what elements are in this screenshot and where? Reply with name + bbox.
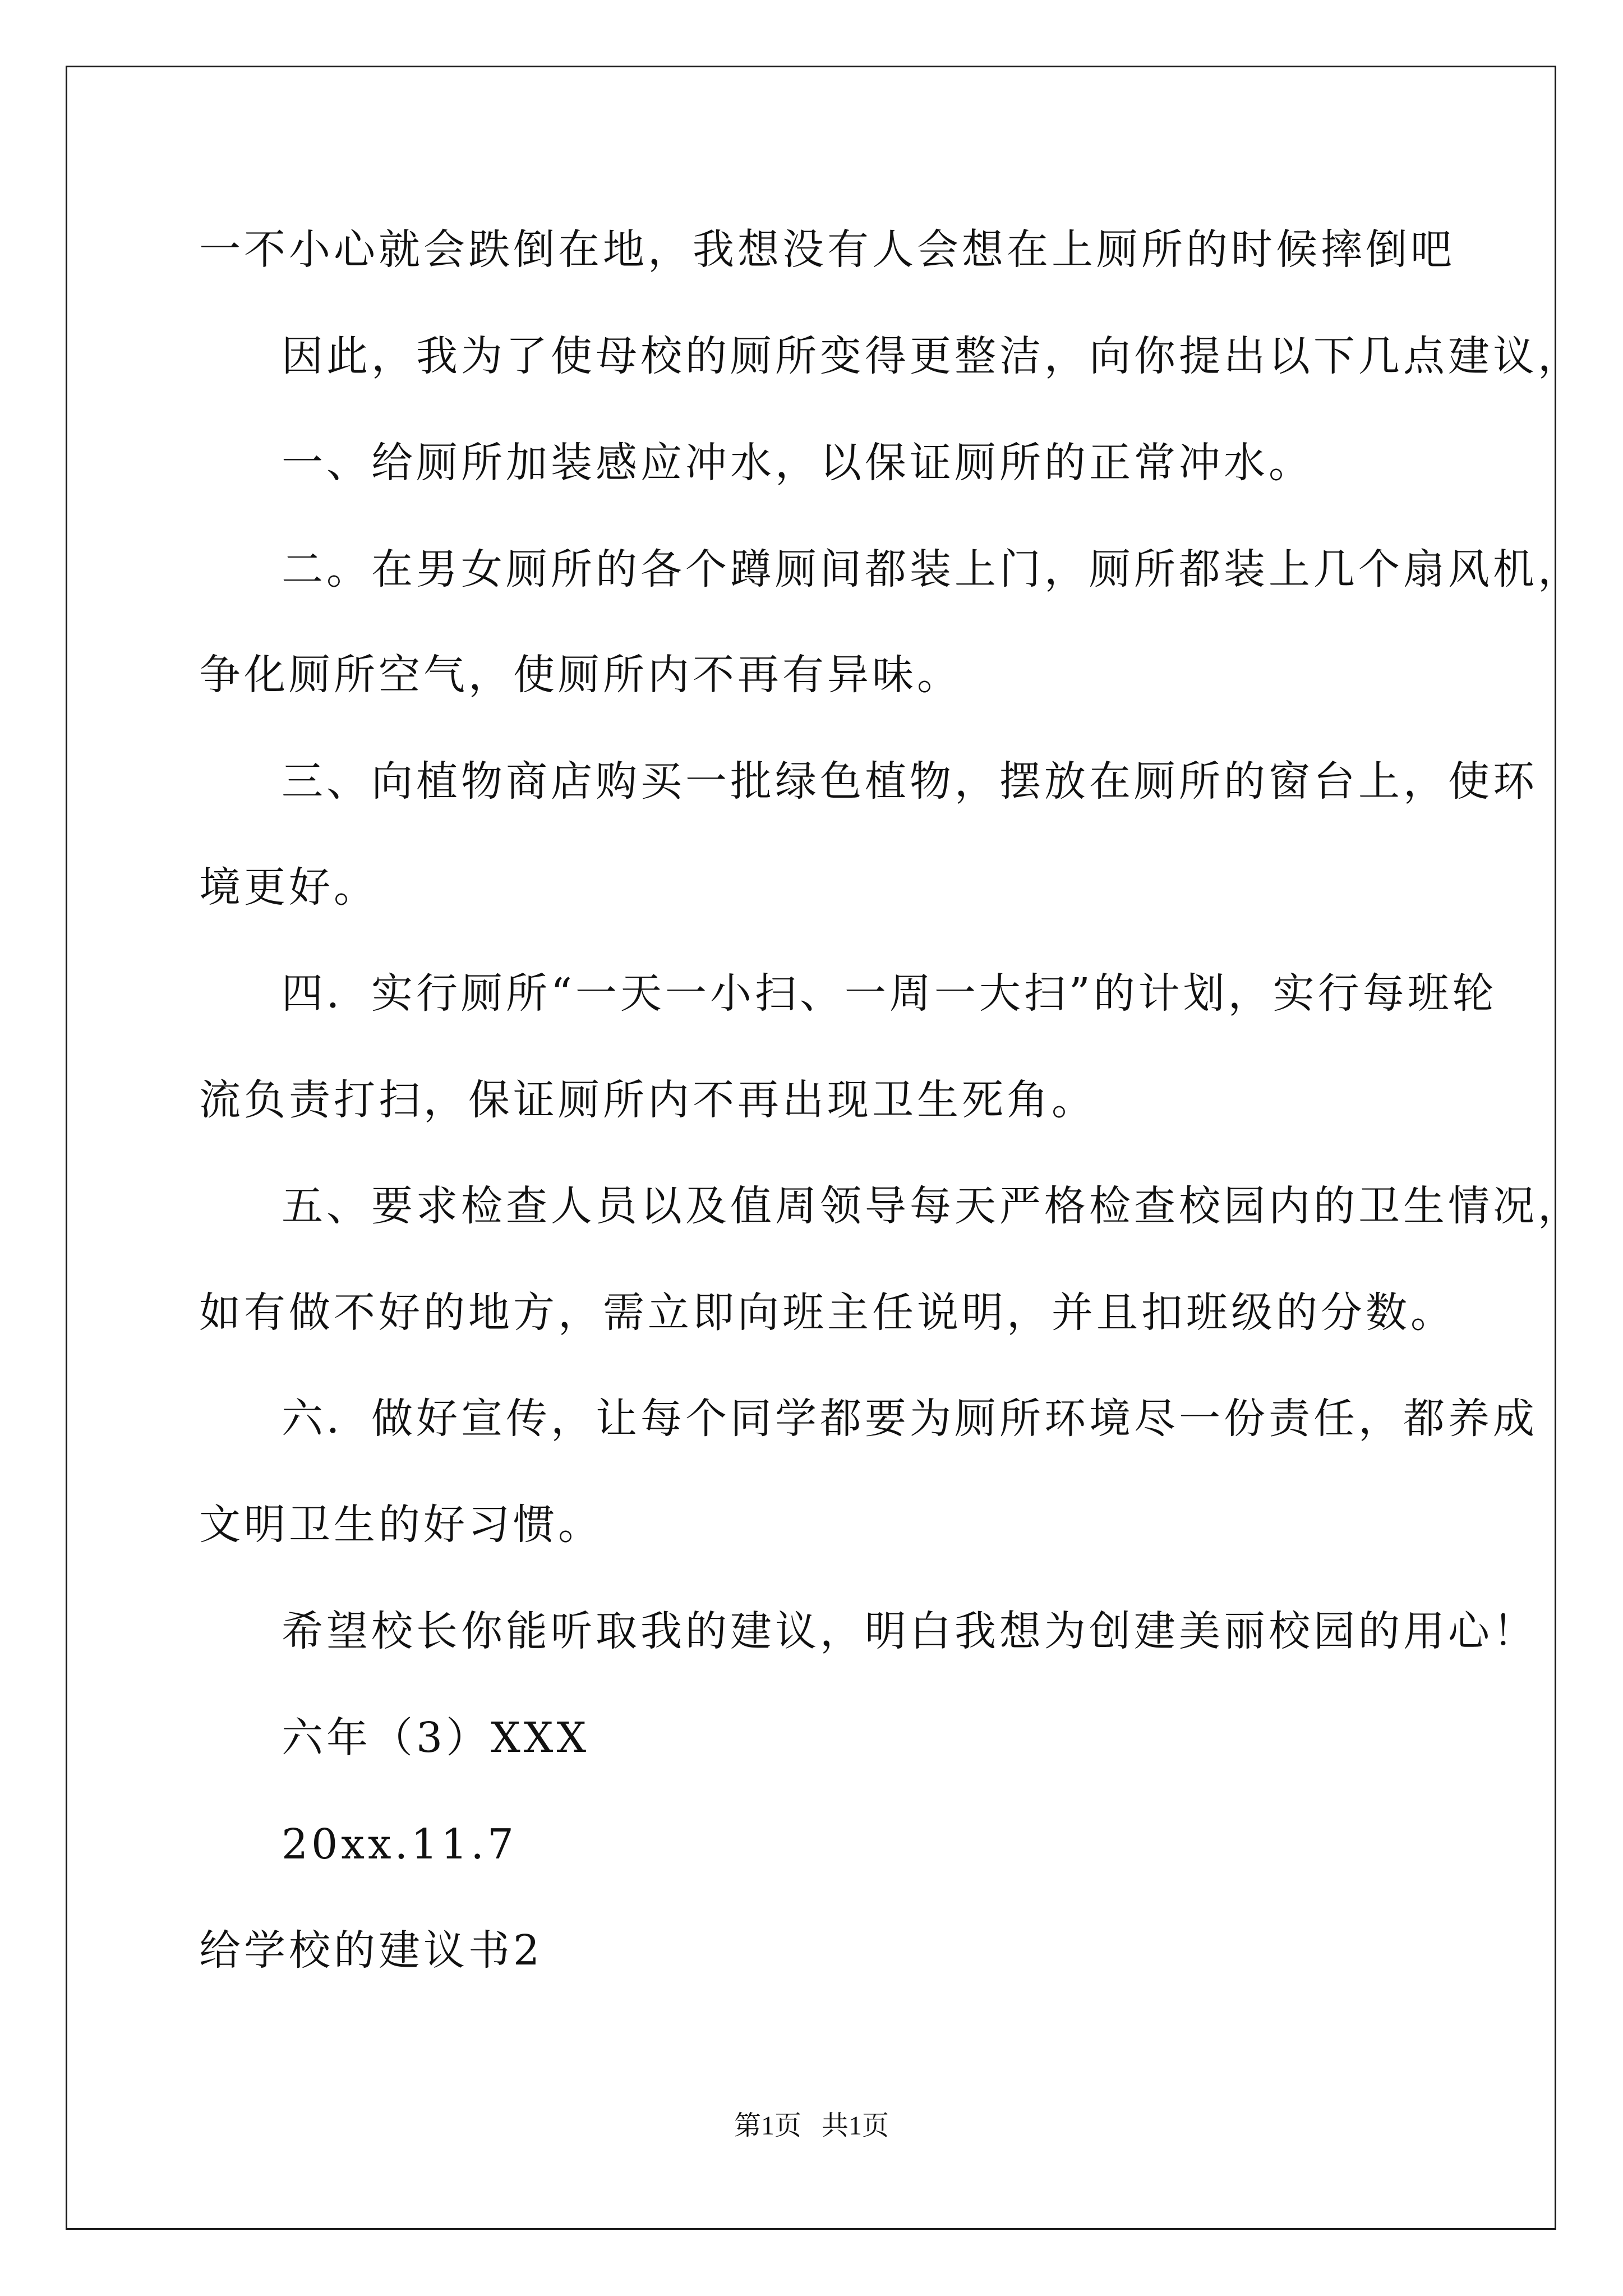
text-line: 四．实行厕所“一天一小扫、一周一大扫”的计划，实行每班轮 <box>282 969 1497 1018</box>
section-heading: 给学校的建议书2 <box>199 1926 543 1975</box>
text-line: 境更好。 <box>199 863 379 912</box>
text-line: 一不小心就会跌倒在地，我想没有人会想在上厕所的时候摔倒吧 <box>199 226 1455 274</box>
text-line: 一、给厕所加装感应冲水，以保证厕所的正常冲水。 <box>282 439 1313 487</box>
text-line: 如有做不好的地方，需立即向班主任说明，并且扣班级的分数。 <box>199 1289 1455 1337</box>
signature-line: 六年（3）XXX <box>282 1714 590 1762</box>
text-line: 五、要求检查人员以及值周领导每天严格检查校园内的卫生情况， <box>282 1182 1583 1230</box>
date-line: 20xx.11.7 <box>282 1820 517 1869</box>
text-line: 文明卫生的好习惯。 <box>199 1501 603 1549</box>
text-line: 希望校长你能听取我的建议，明白我想为创建美丽校园的用心！ <box>282 1607 1538 1655</box>
text-line: 二。在男女厕所的各个蹲厕间都装上门，厕所都装上几个扇风机， <box>282 545 1583 593</box>
text-line: 三、向植物商店购买一批绿色植物，摆放在厕所的窗台上，使环 <box>282 757 1538 806</box>
page-border <box>66 66 1556 2230</box>
page-footer: 第1页 共1页 <box>734 2111 889 2141</box>
text-line: 六．做好宣传，让每个同学都要为厕所环境尽一份责任，都养成 <box>282 1395 1538 1443</box>
text-line: 争化厕所空气，使厕所内不再有异味。 <box>199 651 962 699</box>
text-line: 流负责打扫，保证厕所内不再出现卫生死角。 <box>199 1076 1096 1124</box>
text-line: 因此，我为了使母校的厕所变得更整洁，向你提出以下几点建议， <box>282 332 1583 380</box>
